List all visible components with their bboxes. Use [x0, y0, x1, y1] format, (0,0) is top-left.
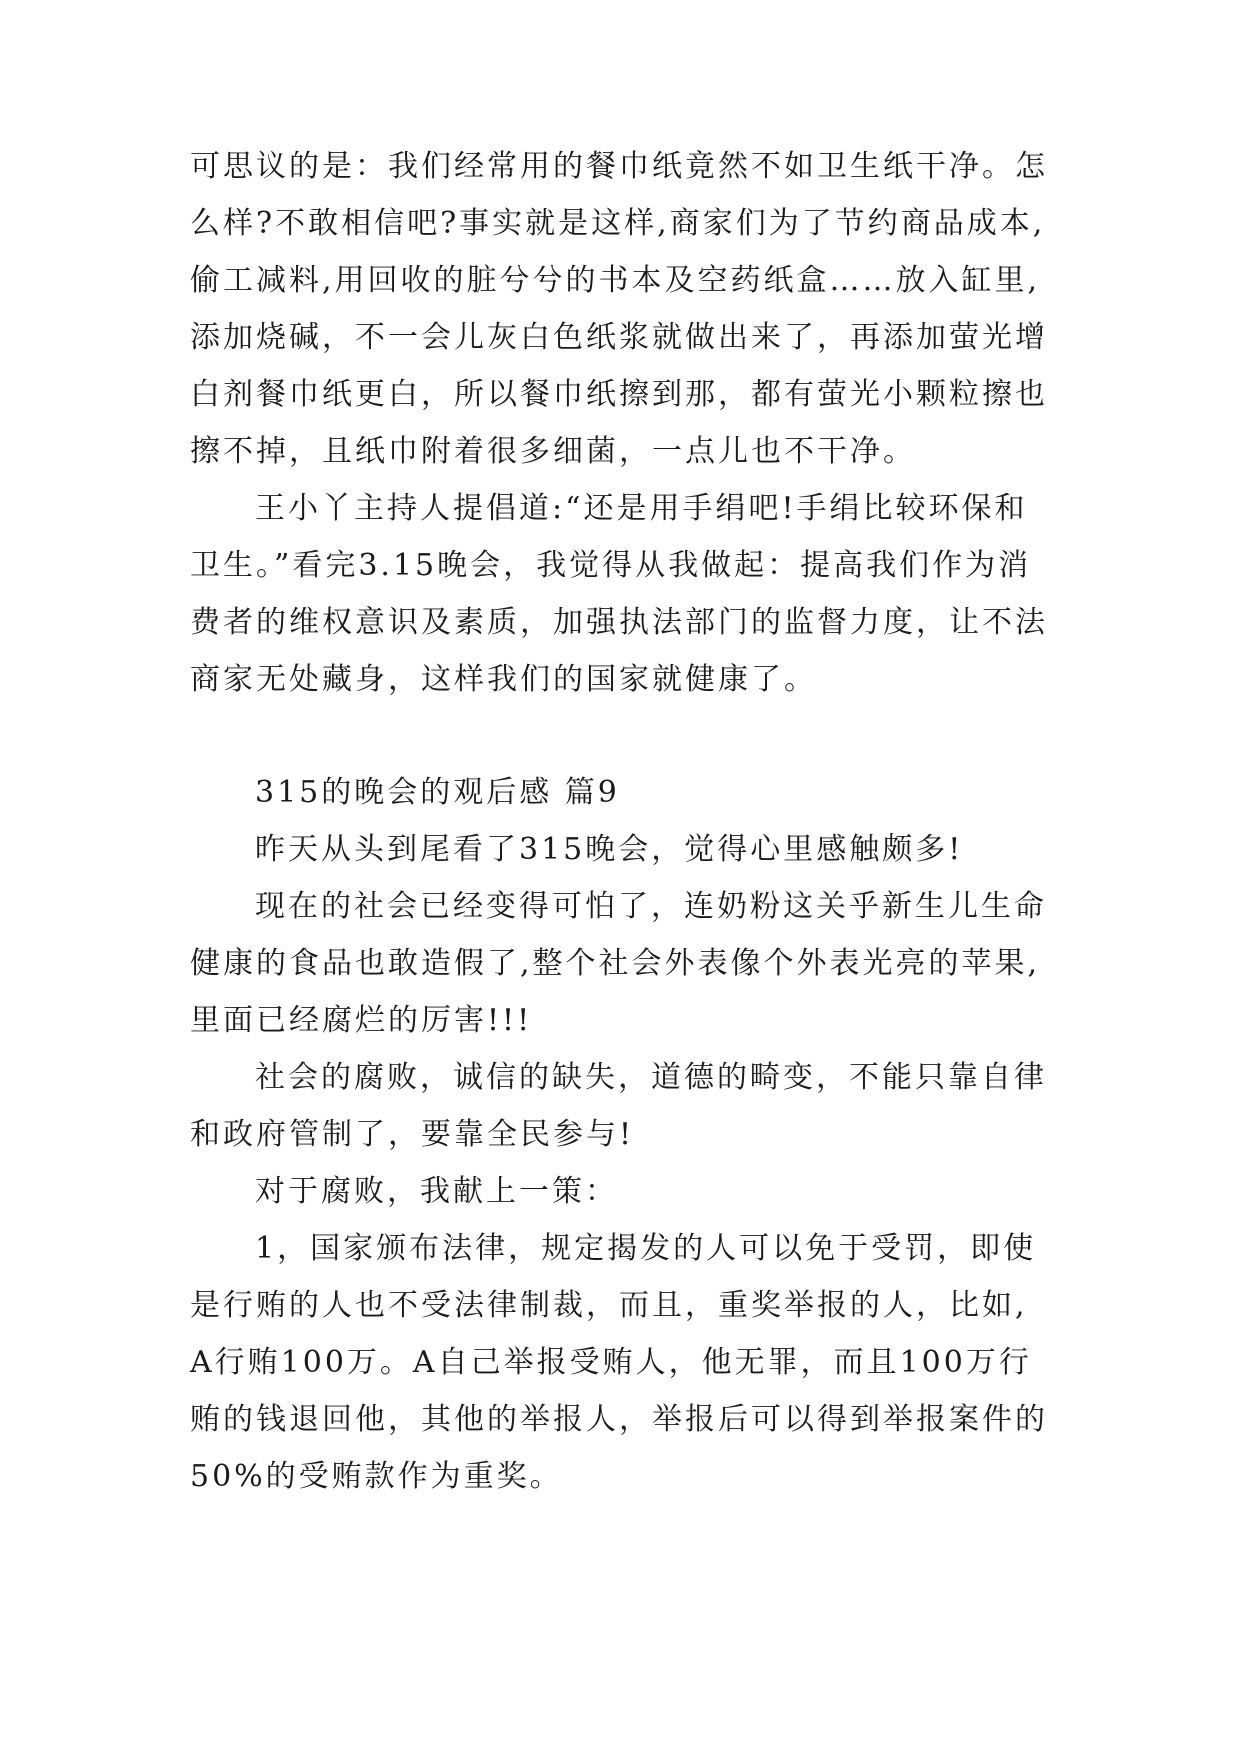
- section-title: 315的晚会的观后感 篇9: [255, 775, 620, 810]
- text-line: 擦不掉，且纸巾附着很多细菌，一点儿也不干净。: [190, 434, 916, 469]
- text-line: 健康的食品也敢造假了,整个社会外表像个外表光亮的苹果,: [190, 946, 1041, 981]
- text-line: 50%的受贿款作为重奖。: [190, 1459, 563, 1494]
- text-line: 王小丫主持人提倡道:“还是用手绢吧!手绢比较环保和: [255, 491, 1028, 526]
- text-line: 和政府管制了，要靠全民参与!: [190, 1117, 635, 1152]
- text-line: 里面已经腐烂的厉害!!!: [190, 1003, 533, 1038]
- text-line: 费者的维权意识及素质，加强执法部门的监督力度，让不法: [190, 605, 1048, 640]
- text-line: 偷工减料,用回收的脏兮兮的书本及空药纸盒……放入缸里,: [190, 263, 1041, 298]
- text-line: 白剂餐巾纸更白，所以餐巾纸擦到那，都有萤光小颗粒擦也: [190, 377, 1048, 412]
- text-line: 卫生。”看完3.15晚会，我觉得从我做起：提高我们作为消: [190, 548, 1032, 583]
- text-line: 现在的社会已经变得可怕了，连奶粉这关乎新生儿生命: [255, 889, 1047, 924]
- text-line: 添加烧碱，不一会儿灰白色纸浆就做出来了，再添加萤光增: [190, 320, 1048, 355]
- text-line: A行贿100万。A自己举报受贿人，他无罪，而且100万行: [190, 1345, 1032, 1380]
- text-line: 贿的钱退回他，其他的举报人，举报后可以得到举报案件的: [190, 1402, 1048, 1437]
- text-line: 社会的腐败，诚信的缺失，道德的畸变，不能只靠自律: [255, 1060, 1047, 1095]
- paragraph-1: 昨天从头到尾看了315晚会，觉得心里感触颇多!: [255, 832, 964, 867]
- text-line: 商家无处藏身，这样我们的国家就健康了。: [190, 662, 817, 697]
- text-line: 1，国家颁布法律，规定揭发的人可以免于受罚，即使: [255, 1231, 1037, 1266]
- text-line: 可思议的是：我们经常用的餐巾纸竟然不如卫生纸干净。怎: [190, 149, 1048, 184]
- text-line: 是行贿的人也不受法律制裁，而且，重奖举报的人，比如,: [190, 1288, 1028, 1323]
- text-line: 么样?不敢相信吧?事实就是这样,商家们为了节约商品成本,: [190, 206, 1046, 241]
- paragraph-4: 对于腐败，我献上一策：: [255, 1174, 618, 1209]
